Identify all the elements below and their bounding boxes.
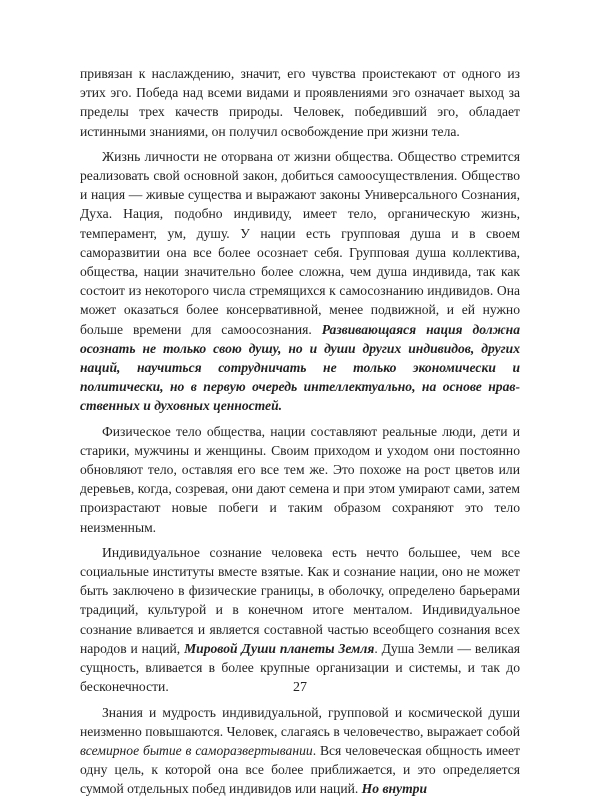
paragraph-2 (80, 147, 520, 416)
paragraph-3 (80, 422, 520, 537)
paragraph-4-run-3: . Душа Земли — великая сущность, вливается в более крупные организации и системы, и так до бесконечности. (80, 640, 520, 695)
paragraph-5-emphasis: Но внутри (361, 781, 428, 797)
paragraph-5-run-3: . Вся человеческая общность имеет одну цель, к которой она все более приближается, и это определяется суммой отдельных побед индивидов или наций. (80, 742, 520, 797)
paragraph-1 (80, 64, 520, 141)
page-number: 27 (293, 680, 307, 695)
paragraph-5-italic: всемирное бытие в саморазвертывании (80, 742, 313, 758)
paragraph-4-emphasis: Мировой Души планеты Земля (184, 640, 375, 656)
paragraph-4 (80, 543, 520, 697)
paragraph-4-run-1: Индивидуальное сознание человека есть нечто большее, чем все социальные институты вместе взятые. Как и сознание нации, оно не может быть заключено в физические границы, в оболочку, определено барьерами традиций, культурой и в конечном итоге менталом. Индивидуальное сознание вливается и является составной частью всеобщего сознания всех народов и наций, (80, 544, 520, 656)
paragraph-5-run-1: Знания и мудрость индивидуальной, групповой и космической души неизменно повышаются. Человек, слагаясь в человечество, выражает собой (80, 704, 520, 739)
paragraph-2-run-1: Жизнь личности не оторвана от жизни общества. Общество стремится реализовать свой основной закон, добиться самоосуществления. Общество и нация — живые существа и выражают законы Универсального Сознания, Духа. Нация, подобно индивиду, имеет тело, органическую жизнь, темперамент, ум, душу. У нации есть групповая душа и в своем саморазвитии она все более осознает себя. Групповая душа коллектива, общества, нации значительно более сложна, чем душа индивида, так как состоит из некоторого числа стремящихся к самосознанию индивидов. Она может оказаться более консервативной, менее подвижной, и ей нужно больше времени для самоосознания. (80, 148, 520, 337)
paragraph-3-run-1: Физическое тело общества, нации составляют реальные люди, дети и старики, мужчины и женщины. Своим приходом и уходом они постоянно обновляют тело, оставляя его все тем же. Это похоже на рост цветов или деревьев, когда, созревая, они дают семена и при этом умирают сами, затем произрастают новые побеги и таким образом сохраняют это тело неизменным. (80, 423, 520, 535)
paragraph-2-emphasis: Развивающаяся нация должна осознать не только свою душу, но и души других индивидов, других наций, научиться сотрудничать не только экономически и политически, но в первую очередь интеллектуально, на основе нравственных и духовных ценностей. (80, 321, 520, 414)
paragraph-5 (80, 703, 520, 799)
paragraph-1-run-1: привязан к наслаждению, значит, его чувства проистекают от одного из этих эго. Победа над всеми видами и проявлениями эго означает выход за пределы трех качеств природы. Человек, победивший эго, обладает истинными знаниями, он получил освобождение при жизни тела. (80, 66, 520, 139)
